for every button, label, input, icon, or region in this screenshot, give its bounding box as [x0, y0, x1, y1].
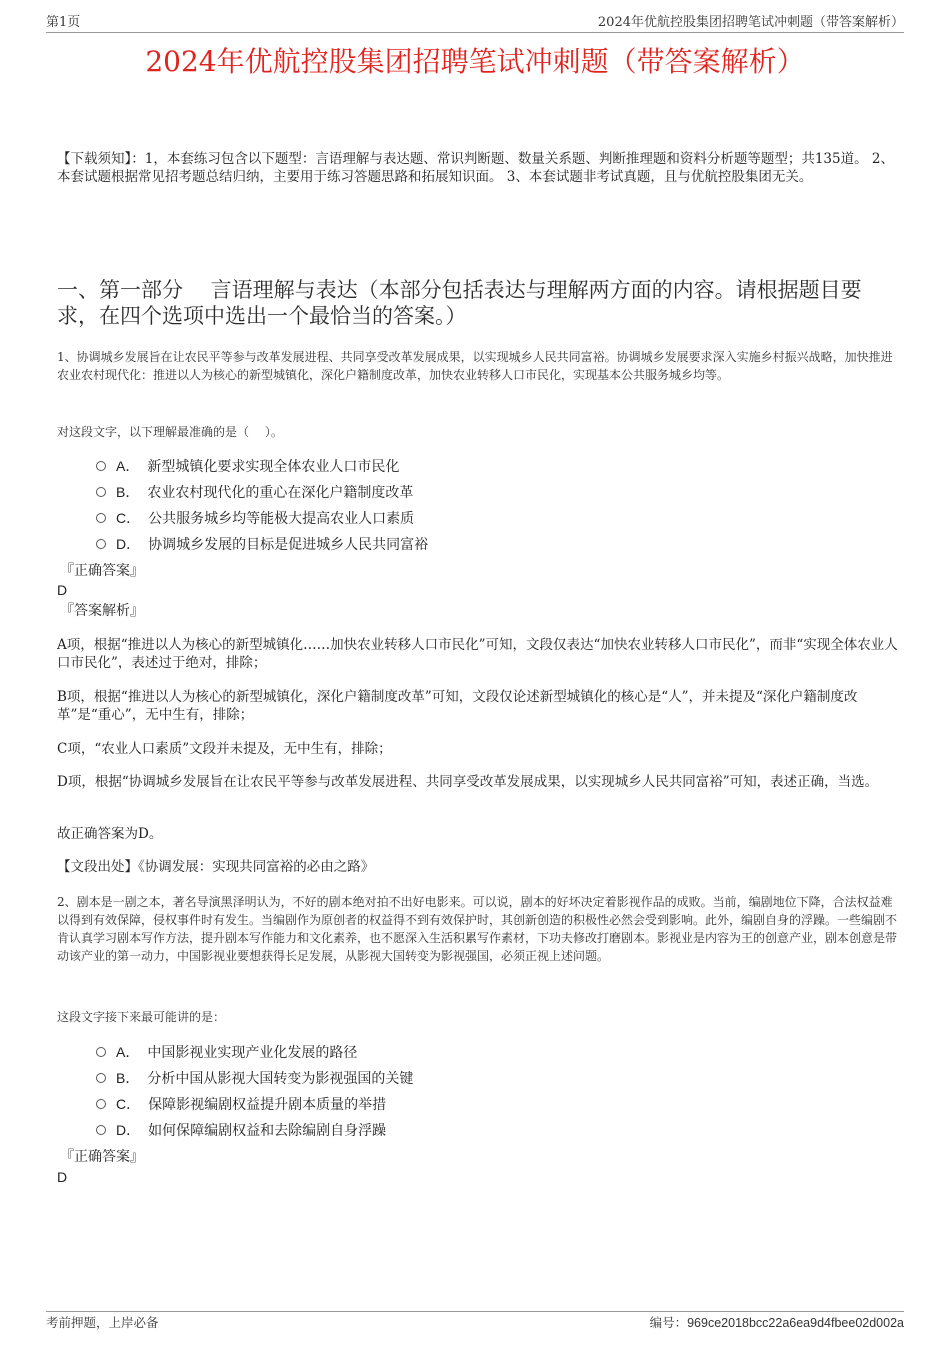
header-divider	[46, 32, 904, 33]
q1-answer: D	[57, 582, 68, 598]
header-doc-title: 2024年优航控股集团招聘笔试冲刺题（带答案解析）	[597, 15, 904, 30]
radio-icon[interactable]	[96, 1047, 106, 1057]
q1-option-c[interactable]: C． 公共服务城乡均等能极大提高农业人口素质	[96, 508, 896, 529]
q1-analysis-label: 『答案解析』	[60, 603, 144, 619]
q2-option-b[interactable]: B． 分析中国从影视大国转变为影视强国的关键	[96, 1068, 896, 1089]
radio-icon[interactable]	[96, 1125, 106, 1135]
q1-answer-label: 『正确答案』	[60, 563, 144, 579]
footer-divider	[46, 1311, 904, 1312]
q2-passage: 2、剧本是一剧之本，著名导演黑泽明认为，不好的剧本绝对拍不出好电影来。可以说，剧本的好坏决定着影视作品的成败。当前，编剧地位下降，合法权益难以得到有效保障，侵权事件时有发生。当编剧作为原创者的权益得不到有效保护时，其创新创造的积极性必然会受到影响。此外，编剧自身的浮躁。一些编剧不肯认真学习剧本写作方法，提升剧本写作能力和文化素养，也不愿深入生活积累写作素材，下功夫修改打磨剧本。影视业是内容为王的创意产业，剧本创意是带动该产业的第一动力，中国影视业要想获得长足发展，从影视大国转变为影视强国，必须正视上述问题。	[57, 895, 898, 963]
q1-option-a[interactable]: A． 新型城镇化要求实现全体农业人口市民化	[96, 456, 896, 477]
q1-analysis-d: D项，根据“协调城乡发展旨在让农民平等参与改革发展进程、共同享受改革发展成果，以实现城乡人民共同富裕”可知，表述正确，当选。	[57, 774, 879, 790]
q2-option-c[interactable]: C． 保障影视编剧权益提升剧本质量的举措	[96, 1094, 896, 1115]
q1-option-b[interactable]: B． 农业农村现代化的重心在深化户籍制度改革	[96, 482, 896, 503]
radio-icon[interactable]	[96, 1073, 106, 1083]
q2-answer: D	[57, 1169, 68, 1185]
q2-answer-label: 『正确答案』	[60, 1149, 144, 1165]
doc-id-code: 969ce2018bcc22a6ea9d4fbee02d002a	[687, 1316, 904, 1330]
q1-conclusion: 故正确答案为D。	[57, 826, 163, 842]
q1-analysis-a: A项，根据“推进以人为核心的新型城镇化……加快农业转移人口市民化”可知，文段仅表达“加快农业转移人口市民化”，而非“实现全体农业人口市民化”，表述过于绝对，排除；	[57, 637, 898, 671]
q1-passage: 1、协调城乡发展旨在让农民平等参与改革发展进程、共同享受改革发展成果，以实现城乡人民共同富裕。协调城乡发展要求深入实施乡村振兴战略，加快推进农业农村现代化：推进以人为核心的新型城镇化，深化户籍制度改革，加快农业转移人口市民化，实现基本公共服务城乡均等。	[57, 350, 893, 382]
q1-source: 【文段出处】《协调发展：实现共同富裕的必由之路》	[57, 859, 375, 875]
q1-analysis-b: B项，根据“推进以人为核心的新型城镇化，深化户籍制度改革”可知，文段仅论述新型城镇化的核心是“人”，并未提及“深化户籍制度改革”是“重心”，无中生有，排除；	[57, 689, 858, 723]
radio-icon[interactable]	[96, 487, 106, 497]
document-title: 2024年优航控股集团招聘笔试冲刺题（带答案解析）	[145, 45, 805, 78]
download-notice: 【下载须知】：1，本套练习包含以下题型：言语理解与表达题、常识判断题、数量关系题、判断推理题和资料分析题等题型；共135道。 2、本套试题根据常见招考题总结归纳，主要用于练习答题思路和拓展知识面。 3、本套试题非考试真题，且与优航控股集团无关。	[57, 151, 894, 185]
footer-doc-id: 编号：969ce2018bcc22a6ea9d4fbee02d002a	[649, 1315, 904, 1330]
q2-question: 这段文字接下来最可能讲的是：	[57, 1010, 226, 1024]
footer-slogan: 考前押题，上岸必备	[46, 1315, 159, 1330]
q2-option-a[interactable]: A． 中国影视业实现产业化发展的路径	[96, 1042, 896, 1063]
radio-icon[interactable]	[96, 461, 106, 471]
q1-question: 对这段文字，以下理解最准确的是（ ）。	[57, 425, 283, 439]
radio-icon[interactable]	[96, 513, 106, 523]
q2-option-d[interactable]: D． 如何保障编剧权益和去除编剧自身浮躁	[96, 1120, 896, 1141]
q1-option-d[interactable]: D． 协调城乡发展的目标是促进城乡人民共同富裕	[96, 534, 896, 555]
page-number: 第1页	[46, 15, 81, 30]
q1-analysis-c: C项，“农业人口素质”文段并未提及，无中生有，排除；	[57, 741, 392, 757]
radio-icon[interactable]	[96, 539, 106, 549]
radio-icon[interactable]	[96, 1099, 106, 1109]
section-1-heading: 一、第一部分 言语理解与表达（本部分包括表达与理解两方面的内容。请根据题目要求，在四个选项中选出一个最恰当的答案。）	[57, 278, 862, 328]
